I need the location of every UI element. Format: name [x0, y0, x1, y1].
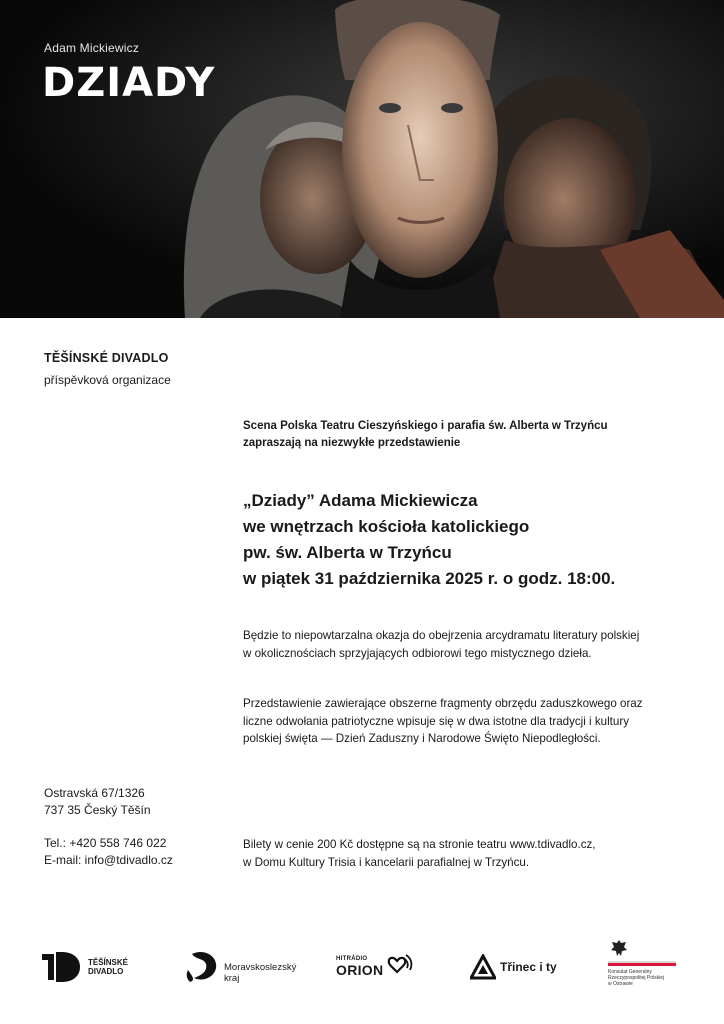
trinec-i-ty-logo[interactable]	[470, 954, 557, 980]
kraj-mark-icon	[186, 950, 220, 984]
td-mark-icon	[42, 950, 82, 984]
organization-type: příspěvková organizace	[44, 373, 171, 387]
tesinske-divadlo-logo[interactable]	[42, 950, 128, 984]
konsulat-logo-line: Konsulat Generalny	[608, 969, 652, 975]
paragraph-line: polskiej święta — Dzień Zaduszny i Narodowe Święto Niepodległości.	[243, 732, 601, 745]
description-paragraph-2	[243, 695, 683, 748]
konsulat-logo-line: Rzeczypospolitej Polskiej	[608, 975, 665, 981]
intro-line: Scena Polska Teatru Cieszyńskiego i parafia św. Alberta w Trzyńcu	[243, 420, 608, 432]
paragraph-line: Przedstawienie zawierające obszerne fragmenty obrzędu zaduszkowego oraz	[243, 697, 643, 710]
moravskoslezsky-kraj-logo[interactable]	[186, 950, 296, 984]
invitation-intro	[243, 418, 683, 452]
hitradio-orion-logo[interactable]	[336, 952, 415, 982]
contact-block	[44, 835, 173, 869]
polish-eagle-icon	[610, 938, 628, 958]
event-line: w piątek 31 października 2025 r. o godz. 18:00.	[243, 569, 616, 588]
paragraph-line: liczne odwołania patriotyczne wpisuje się w dwa istotne dla tradycji i kultury	[243, 714, 629, 728]
address-block	[44, 785, 151, 819]
author-name: Adam Mickiewicz	[44, 41, 140, 55]
orion-big-text: ORION	[336, 962, 384, 978]
address-street: Ostravská 67/1326	[44, 786, 145, 800]
paragraph-line: w okolicznościach sprzyjających odbiorowi tego mistycznego dzieła.	[243, 646, 592, 660]
tesinske-logo-line: TĚŠÍNSKÉ	[88, 957, 129, 967]
radio-heart-icon	[383, 952, 415, 982]
description-paragraph-1	[243, 627, 683, 662]
organization-name: TĚŠÍNSKÉ DIVADLO	[44, 351, 169, 365]
orion-small-text: HITRÁDIO	[336, 956, 368, 962]
konsulat-logo-line: w Ostrawie	[608, 981, 633, 987]
address-city: 737 35 Český Těšín	[44, 803, 151, 817]
play-title: DZIADY	[42, 60, 216, 106]
hero-photo	[0, 0, 724, 318]
intro-line: zapraszają na niezwykłe przedstawienie	[243, 437, 461, 449]
contact-email[interactable]: E-mail: info@tdivadlo.cz	[44, 853, 173, 867]
event-line: „Dziady” Adama Mickiewicza	[243, 491, 478, 510]
event-line: pw. św. Alberta w Trzyńcu	[243, 543, 452, 562]
kraj-logo-line: kraj	[224, 973, 240, 984]
konsulat-generalny-logo[interactable]	[608, 938, 676, 987]
tickets-info	[243, 836, 683, 871]
kraj-logo-line: Moravskoslezský	[224, 962, 297, 973]
tickets-line: Bilety w cenie 200 Kč dostępne są na stronie teatru www.tdivadlo.cz,	[243, 838, 596, 851]
polish-flag-bar	[608, 961, 676, 966]
trinec-triangle-icon	[470, 954, 496, 980]
paragraph-line: Będzie to niepowtarzalna okazja do obejrzenia arcydramatu literatury polskiej	[243, 629, 640, 642]
event-details	[243, 488, 683, 592]
contact-phone[interactable]: Tel.: +420 558 746 022	[44, 836, 167, 850]
event-line: we wnętrzach kościoła katolickiego	[243, 517, 530, 536]
trinec-logo-text: Třinec i ty	[500, 960, 557, 974]
tesinske-logo-line: DIVADLO	[88, 967, 124, 976]
tickets-line: w Domu Kultury Trisia i kancelarii parafialnej w Trzyńcu.	[243, 855, 530, 869]
